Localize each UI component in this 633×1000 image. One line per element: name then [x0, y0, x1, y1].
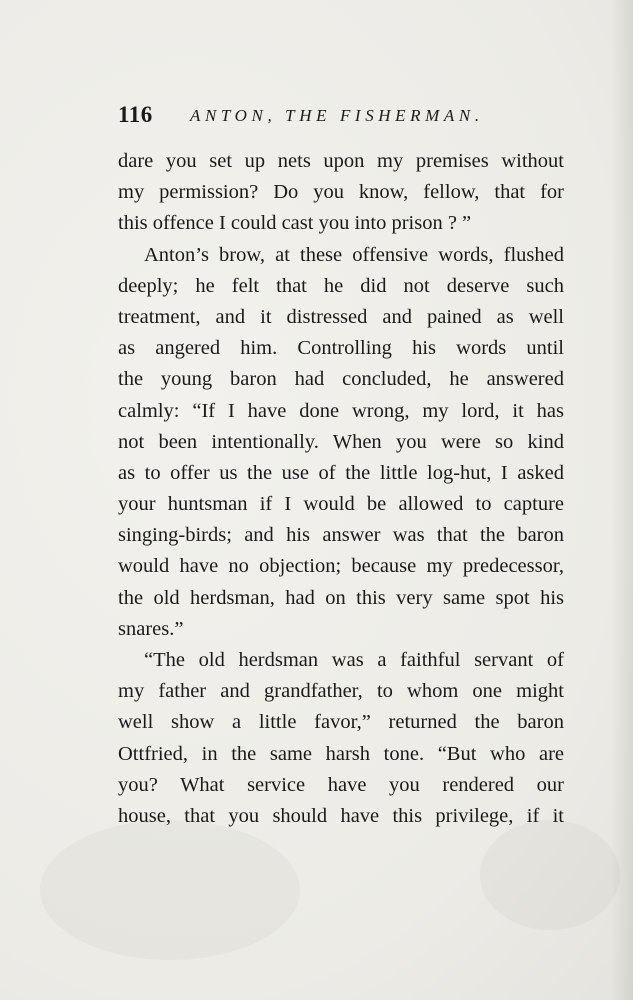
- text-line: calmly: “If I have done wrong, my lord, it has: [118, 399, 564, 422]
- text-line: dare you set up nets upon my premises without: [118, 150, 564, 172]
- text-line: Anton’s brow, at these offensive words, flushed: [144, 243, 564, 266]
- text-line: your huntsman if I would be allowed to capture: [118, 493, 564, 516]
- page-stain: [40, 820, 300, 960]
- text-line: my permission? Do you know, fellow, that for: [118, 181, 564, 204]
- text-line: my father and grandfather, to whom one might: [118, 680, 564, 703]
- page-edge-shadow: [611, 0, 633, 1000]
- running-header: [118, 100, 502, 136]
- text-line: not been intentionally. When you were so kind: [118, 430, 564, 453]
- text-line: house, that you should have this privilege, if it: [118, 804, 564, 827]
- text-line: “The old herdsman was a faithful servant of: [144, 649, 564, 671]
- text-line: as to offer us the use of the little log-hut, I asked: [118, 461, 564, 484]
- body-text: [118, 146, 564, 832]
- page-number: 116: [118, 102, 153, 127]
- page-stain: [480, 820, 620, 930]
- text-line: this offence I could cast you into prison ? ”: [118, 212, 472, 235]
- text-line: snares.”: [118, 617, 184, 640]
- text-line: treatment, and it distressed and pained as well: [118, 305, 564, 328]
- text-line: deeply; he felt that he did not deserve such: [118, 274, 564, 297]
- text-line: the old herdsman, had on this very same spot his: [118, 586, 564, 609]
- text-line: as angered him. Controlling his words until: [118, 337, 564, 360]
- text-line: singing-birds; and his answer was that the baron: [118, 524, 564, 547]
- text-line: Ottfried, in the same harsh tone. “But who are: [118, 742, 564, 765]
- text-line: well show a little favor,” returned the baron: [118, 711, 564, 734]
- running-title: ANTON, THE FISHERMAN.: [190, 106, 484, 125]
- text-line: you? What service have you rendered our: [118, 773, 564, 796]
- text-line: would have no objection; because my predecessor,: [118, 555, 564, 578]
- text-line: the young baron had concluded, he answered: [118, 368, 564, 391]
